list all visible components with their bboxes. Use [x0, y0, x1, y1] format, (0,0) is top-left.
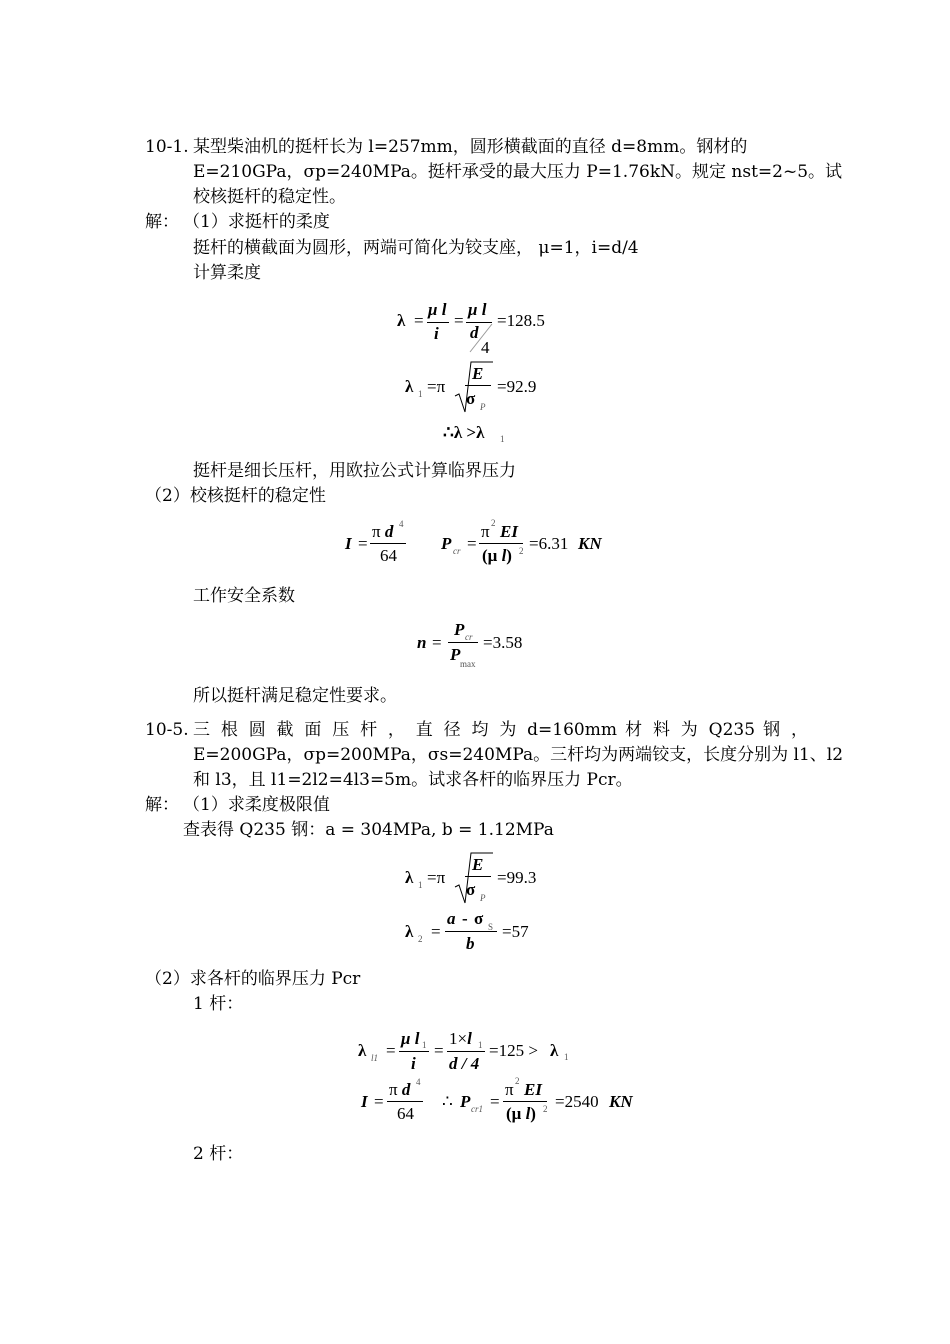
- solution-1-text1: 挺杆的横截面为圆形，两端可简化为铰支座， μ=1，i=d/4: [193, 238, 639, 258]
- rod1-Pcr-result: =2540: [555, 1092, 599, 1111]
- problem-10-1-line3: 校核挺杆的稳定性。: [193, 187, 346, 207]
- solution-1-text5: 所以挺杆满足稳定性要求。: [193, 686, 397, 706]
- problem-10-1-line1: 某型柴油机的挺杆长为 l=257mm，圆形横截面的直径 d=8mm。钢材的: [193, 137, 748, 157]
- lambda1-result: =99.3: [497, 868, 537, 887]
- problem-10-5-line3: 和 l3，且 l1=2l2=4l3=5m。试求各杆的临界压力 Pcr。: [193, 770, 633, 790]
- solution-1-step2: （2）校核挺杆的稳定性: [145, 486, 326, 506]
- I-denominator: 64: [380, 546, 397, 565]
- eq1-result: =128.5: [497, 311, 545, 330]
- solution-5-rod1: 1 杆：: [193, 994, 244, 1014]
- solution-1-jie: 解：: [145, 212, 179, 232]
- problem-10-1-label: 10-1.: [145, 137, 189, 157]
- rod1-lambda-result: =125 >: [489, 1041, 538, 1060]
- Pcr-unit: KN: [578, 534, 602, 553]
- solution-5-rod2: 2 杆：: [193, 1144, 244, 1164]
- n-result: =3.58: [483, 633, 523, 652]
- Pcr-result: =6.31: [529, 534, 569, 553]
- problem-10-1-line2: E=210GPa，σp=240MPa。挺杆承受的最大压力 P=1.76kN。规定 nst=2~5。试: [193, 162, 843, 182]
- problem-10-5-line1: 三 根 圆 截 面 压 杆 ， 直 径 均 为 d=160mm 材 料 为 Q235 钢 ，: [193, 720, 808, 740]
- solution-1-text4: 工作安全系数: [193, 586, 295, 606]
- solution-5-step1: （1）求柔度极限值: [183, 795, 330, 815]
- conclusion-text: ∴λ >λ: [443, 423, 485, 442]
- solution-5-table-lookup: 查表得 Q235 钢：a = 304MPa, b = 1.12MPa: [183, 820, 554, 840]
- problem-10-5-label: 10-5.: [145, 720, 189, 740]
- solution-1-step1: （1）求挺杆的柔度: [183, 212, 330, 232]
- solution-5-jie: 解：: [145, 795, 179, 815]
- solution-1-text2: 计算柔度: [193, 263, 261, 283]
- solution-5-step2: （2）求各杆的临界压力 Pcr: [145, 969, 361, 989]
- solution-1-text3: 挺杆是细长压杆，用欧拉公式计算临界压力: [193, 461, 516, 481]
- problem-10-5-line2: E=200GPa，σp=200MPa，σs=240MPa。三杆均为两端铰支，长度分别为 l1、l2: [193, 745, 844, 765]
- rod1-I-denominator: 64: [397, 1104, 414, 1123]
- rod1-denominator: d / 4: [449, 1054, 480, 1073]
- lambda2-result: =57: [502, 922, 529, 941]
- eq2-result: =92.9: [497, 377, 537, 396]
- rod1-Pcr-unit: KN: [609, 1092, 633, 1111]
